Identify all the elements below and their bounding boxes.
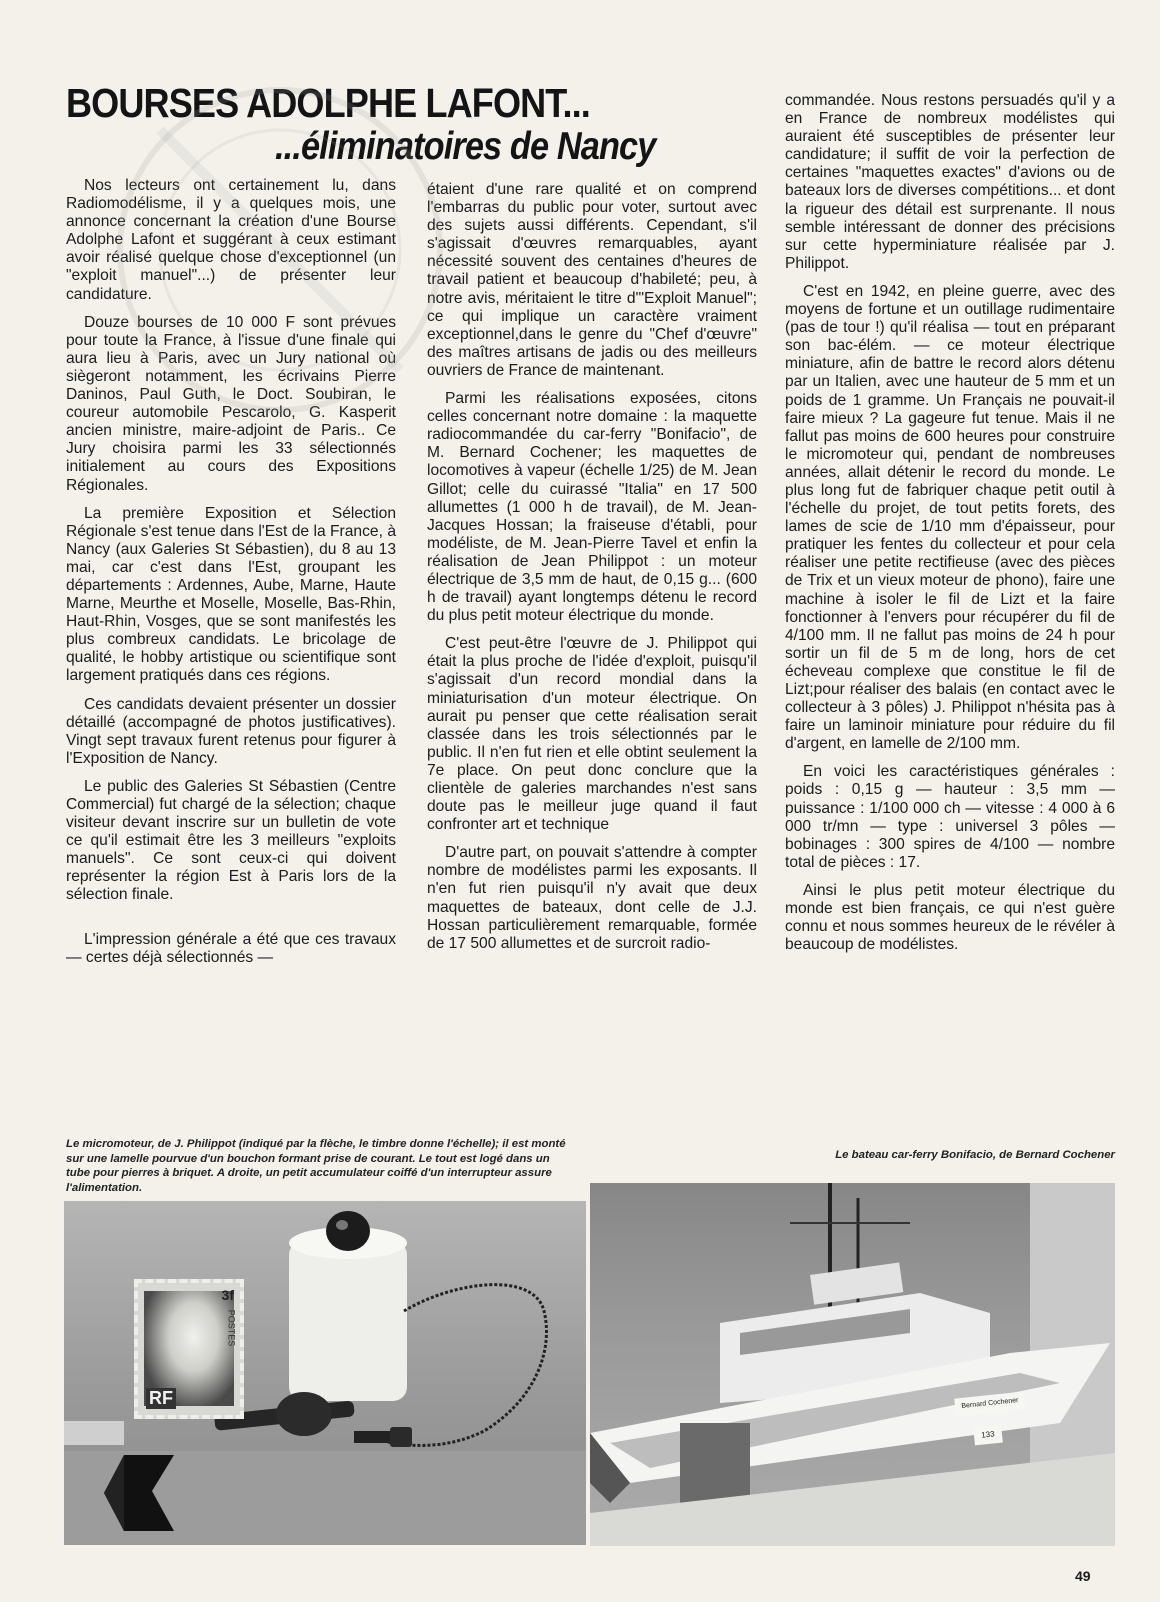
postage-stamp [134,1279,244,1419]
model-number-card [973,1425,1003,1446]
text-column-3 [785,92,1115,964]
paragraph: La première Exposition et Sélection Régionale s'est tenue dans l'Est de la France, à Nancy (aux Galeries St Sébastien), du 8 au 13 mai, car c'est dans l'Est, groupant les départements : Ardennes, Aube, Marne, Haute Marne, Meurthe et Moselle, Moselle, Bas-Rhin, Haut-Rhin, Vosges, que se sont manifestés les plus combreux candidats. Le bricolage de qualité, le hobby artistique ou scientifique sont largement pratiqués dans ces régions. [66,504,396,685]
paragraph: C'est peut-être l'œuvre de J. Philippot qui était la plus proche de l'idée d'exploit, puisqu'il s'agissait d'un record mondial dans la miniaturisation d'un moteur électrique. On aurait pu penser que cette réalisation serait classée dans les trois sélectionnés par le public. Il n'en fut rien et elle obtint seulement la 7e place. On peut donc conclure que la clientèle de galeries marchandes n'est sans doute pas le meilleur juge quand il faut confronter art et technique [427,635,757,834]
paragraph: Douze bourses de 10 000 F sont prévues pour toute la France, à l'issue d'une finale qui aura lieu à Paris, avec un Jury national où siègeront notamment, les écrivains Pierre Daninos, Paul Guth, le Doct. Soubiran, le coureur automobile Pescarolo, G. Kasperit ancien ministre, maire-adjoint de Paris.. Ce Jury choisira parmi les 33 sélectionnés initialement au cours des Expositions Régionales. [66,313,396,494]
model-name-label: Bernard Cochener [961,1397,1019,1410]
text-column-1 [66,177,396,977]
text-column-2 [427,181,757,963]
paragraph: Le public des Galeries St Sébastien (Centre Commercial) fut chargé de la sélection; chaque visiteur devant inscrire sur un bulletin de vote ce qu'il estimait être les 3 meilleurs "exploits manuels". Ce sont ceux-ci qui doivent représenter la région Est à Paris lors de la sélection finale. [66,777,396,904]
stamp-postes-text: POSTES [226,1309,237,1347]
paragraph: En voici les caractéristiques générales : poids : 0,15 g — hauteur : 3,5 mm — puissance : 1/100 000 ch — vitesse : 4 000 à 6 000 tr/mn — type : universel 3 pôles — bobinages : 300 spires de 4/100 — nombre total de pièces : 17. [785,763,1115,871]
micromotor-photo [64,1201,586,1545]
paragraph: D'autre part, on pouvait s'attendre à compter nombre de modélistes parmi les exposants. Il n'en fut rien puisqu'il n'y avait que deux maquettes de bateaux, dont celle de J.J. Hossan particulièrement remarquable, formée de 17 500 allumettes et de surcroit radio- [427,844,757,952]
photo-caption-left: Le micromoteur, de J. Philippot (indiqué par la flèche, le timbre donne l'échelle); il est monté sur une lamelle pourvue d'un bouchon formant prise de courant. Le tout est logé dans un tube pour pierres à briquet. A droite, un petit accumulateur coiffé d'un interrupteur assure l'alimentation. [66,1138,566,1194]
photo-caption-right: Le bateau car-ferry Bonifacio, de Bernard Cochener [835,1149,1115,1161]
paragraph: C'est en 1942, en pleine guerre, avec des moyens de fortune et un outillage rudimentaire (pas de tour !) qu'il réalisa — tout en préparant son bac-élém. — ce moteur électrique miniature, afin de battre le record alors détenu par un Italien, avec une hauteur de 5 mm et un poids de 1 gramme. Un Français ne pouvait-il faire mieux ? La gageure fut tenue. Mais il ne fallut pas moins de 600 heures pour construire le micromoteur qui, pendant de nombreuses années, allait détenir le record du monde. Le plus long fut de fabriquer chaque petit outil à l'échelle du projet, de tout petits forets, des lames de scie de 1/10 mm d'épaisseur, pour pratiquer les fentes du collecteur et pour cela réaliser une petite rectifieuse (avec des pièces de Trix et un vieux moteur de phono), faire une machine à isoler le fil de Lizt et la faire fonctionner à l'envers pour récupérer du fil de 4/100 mm. Il ne fallut pas moins de 24 h pour sortir un fil de 5 m de long, hors de cet écheveau complexe que constitue le fil de Lizt;pour réaliser des balais (en contact avec le collecteur à 3 pôles) J. Philippot n'hésita pas à faire un laminoir miniature pour réduire du fil d'argent, en lamelle de 2/100 mm. [785,282,1115,753]
article-title-line2: ...éliminatoires de Nancy [275,125,656,168]
paragraph: L'impression générale a été que ces travaux — certes déjà sélectionnés — [66,930,396,966]
article-title-line1: BOURSES ADOLPHE LAFONT... [66,80,590,126]
paragraph: Nos lecteurs ont certainement lu, dans Radiomodélisme, il y a quelques mois, une annonce concernant la création d'une Bourse Adolphe Lafont et suggérant à ceux estimant avoir réalisé quelque chose d'exceptionnel (un "exploit manuel"...) de présenter leur candidature. [66,177,396,303]
paragraph: Ainsi le plus petit moteur électrique du monde est bien français, ce qui n'est guère connu et nous sommes heureux de le révéler à beaucoup de modélistes. [785,881,1115,954]
stamp-value: 3f [221,1287,234,1303]
car-ferry-photo [590,1183,1115,1546]
paragraph: commandée. Nous restons persuadés qu'il y a en France de nombreux modélistes qui auraient été susceptibles de présenter leur candidature; il suffit de voir la perfection de certaines "maquettes exactes" d'avions ou de bateaux lors de diverses compétitions... et dont la rigueur des détail est surprenante. Il nous semble intéressant de donner des précisions sur cette hyperminiature réalisée par J. Philippot. [785,92,1115,272]
stamp-rf-text: RF [146,1388,176,1409]
paragraph: étaient d'une rare qualité et on comprend l'embarras du public pour voter, surtout avec des sujets aussi différents. Cependant, s'il s'agissait d'œuvres remarquables, ayant nécessité souvent des centaines d'heures de travail patient et beaucoup d'habileté; peu, à notre avis, méritaient le titre d'"Exploit Manuel"; ce qui implique un caractère vraiment exceptionnel,dans le genre du "Chef d'œuvre" des maîtres artisans de jadis ou des meilleurs ouvriers de France de maintenant. [427,181,757,379]
page-number: 49 [1075,1568,1091,1584]
model-number-label: 133 [980,1429,996,1440]
paragraph: Ces candidats devaient présenter un dossier détaillé (accompagné de photos justificatives). Vingt sept travaux furent retenus pour figurer à l'Exposition de Nancy. [66,695,396,767]
paragraph: Parmi les réalisations exposées, citons celles concernant notre domaine : la maquette radiocommandée du car-ferry "Bonifacio", de M. Bernard Cochener; les maquettes de locomotives à vapeur (échelle 1/25) de M. Jean Gillot; celle du cuirassé "Italia" en 17 500 allumettes (1 000 h de travail), de M. Jean-Jacques Hossan; la fraiseuse d'établi, pour modéliste, de M. Jean-Pierre Tavel et enfin la réalisation de Jean Philippot : un moteur électrique de 3,5 mm de haut, de 0,15 g... (600 h de travail) ayant longtemps détenu le record du plus petit moteur électrique du monde. [427,390,757,625]
